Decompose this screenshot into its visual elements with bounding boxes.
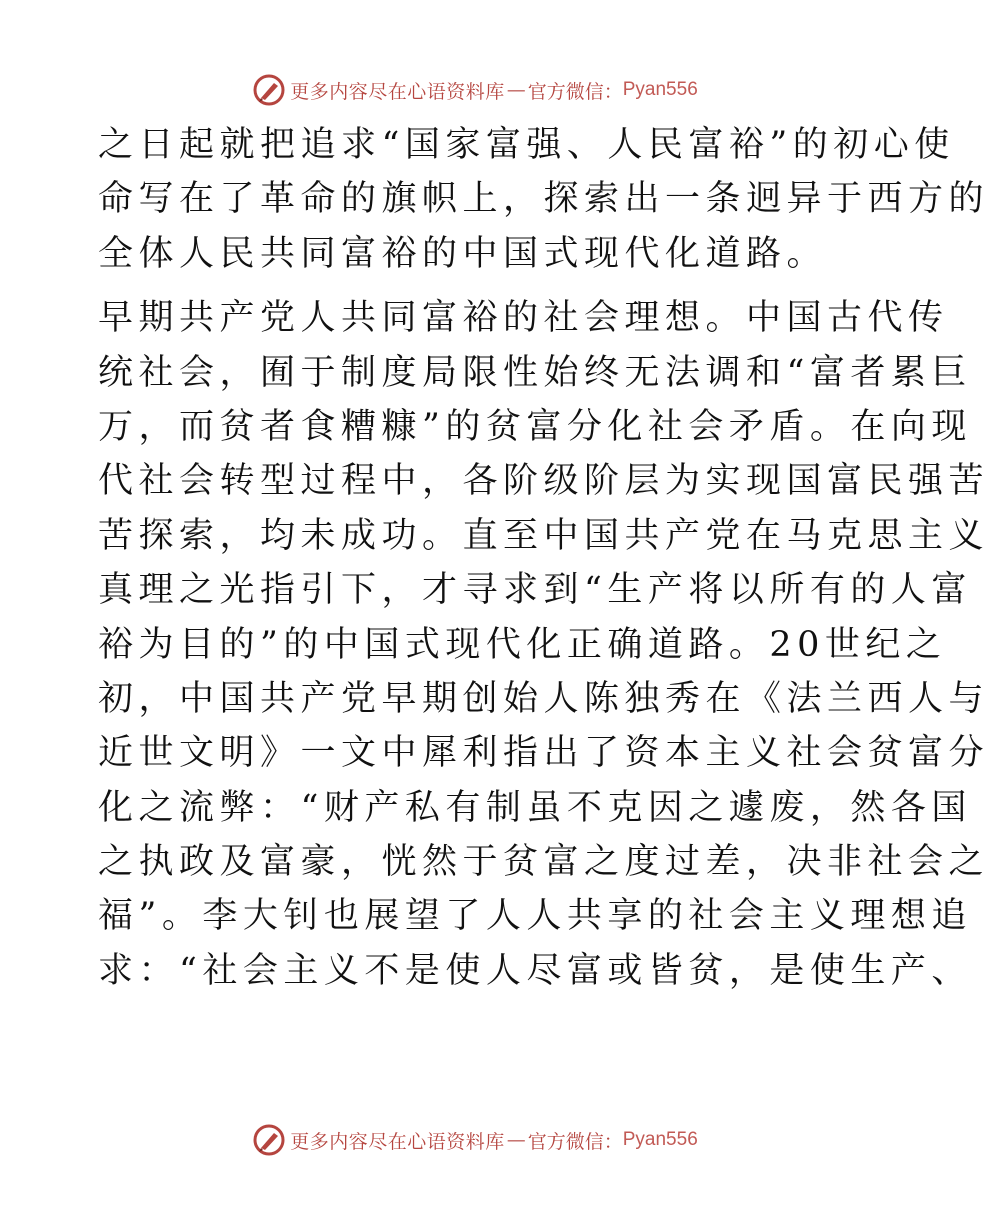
pen-logo-icon xyxy=(252,1123,286,1157)
watermark-separator: — xyxy=(506,1129,526,1151)
document-body xyxy=(98,118,989,998)
text-line: 早期共产党人共同富裕的社会理想。中国古代传 xyxy=(98,298,949,339)
text-line: 统社会，囿于制度局限性始终无法调和“富者累巨 xyxy=(98,352,972,393)
text-line: 之执政及富豪，恍然于贫富之度过差，决非社会之 xyxy=(98,842,989,883)
text-line: 全体人民共同富裕的中国式现代化道路。 xyxy=(98,233,828,274)
watermark-separator: — xyxy=(506,79,526,101)
paragraph-2 xyxy=(98,291,989,998)
text-line: 福”。李大钊也展望了人人共享的社会主义理想追 xyxy=(98,896,972,937)
watermark-wechat-id: Pyan556 xyxy=(622,79,698,100)
text-line: 苦探索，均未成功。直至中国共产党在马克思主义 xyxy=(98,515,989,556)
text-line: 命写在了革命的旗帜上，探索出一条迥异于西方的 xyxy=(98,179,989,220)
text-line: 代社会转型过程中，各阶级阶层为实现国富民强苦 xyxy=(98,461,989,502)
header-watermark xyxy=(0,70,950,110)
watermark-wechat-id: Pyan556 xyxy=(622,1129,698,1150)
text-line: 之日起就把追求“国家富强、人民富裕”的初心使 xyxy=(98,125,955,165)
text-line: 万，而贫者食糟糠”的贫富分化社会矛盾。在向现 xyxy=(98,406,972,447)
pen-logo-icon xyxy=(252,73,286,107)
paragraph-1 xyxy=(98,118,989,281)
text-line: 裕为目的”的中国式现代化正确道路。20世纪之 xyxy=(98,624,947,665)
watermark-text: 更多内容尽在心语资料库 xyxy=(290,80,505,103)
text-line: 初，中国共产党早期创始人陈独秀在《法兰西人与 xyxy=(98,678,989,719)
watermark-official-label: 官方微信： xyxy=(527,80,623,103)
footer-watermark xyxy=(0,1120,950,1160)
text-line: 近世文明》一文中犀利指出了资本主义社会贫富分 xyxy=(98,733,989,774)
text-line: 求：“社会主义不是使人尽富或皆贫，是使生产、 xyxy=(98,950,972,991)
text-line: 化之流弊：“财产私有制虽不克因之遽废，然各国 xyxy=(98,787,972,828)
text-line: 真理之光指引下，才寻求到“生产将以所有的人富 xyxy=(98,570,972,611)
watermark-official-label: 官方微信： xyxy=(527,1130,623,1153)
paragraph-gap xyxy=(98,281,858,291)
watermark-text: 更多内容尽在心语资料库 xyxy=(290,1130,505,1153)
